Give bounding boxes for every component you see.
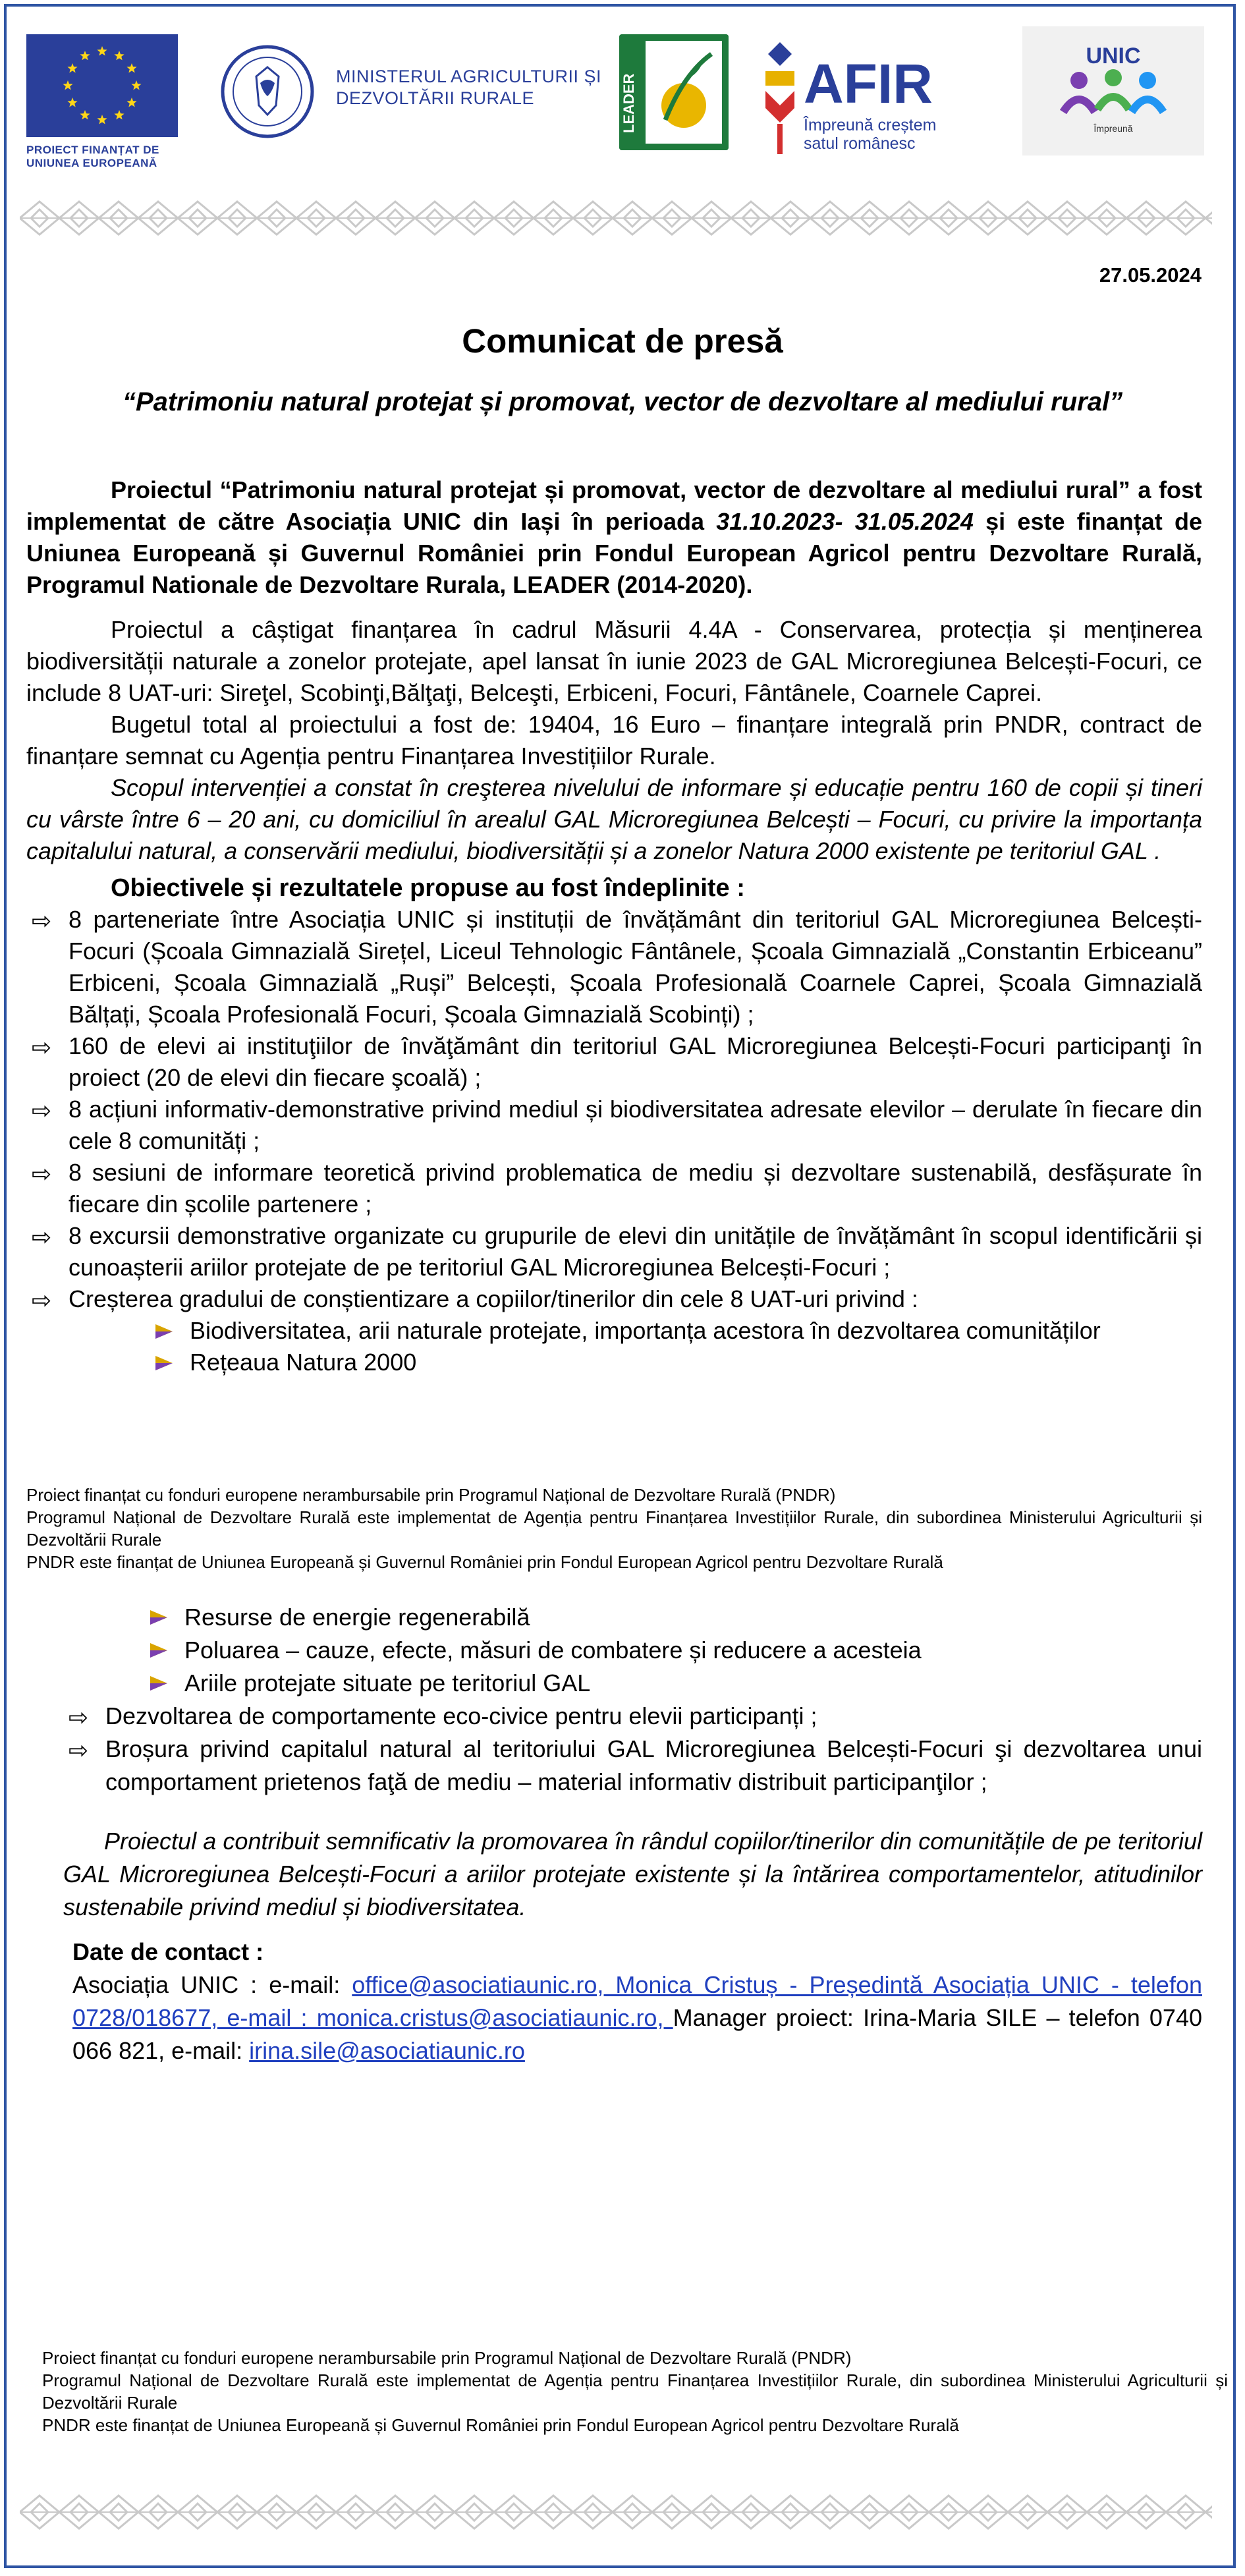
list-item (63, 1733, 1202, 1799)
bullet-triangle-icon (154, 1323, 174, 1340)
contact-email-link[interactable]: office@asociatiaunic.ro, Monica Cristuș - Președintă Asociația UNIC - telefon 0728/018677, e-mail : monica.cristus@asociatiaunic.ro, (72, 1971, 1202, 2031)
eu-funding-caption (26, 144, 184, 170)
footer-line2: Programul Național de Dezvoltare Rurală este implementat de Agenția pentru Finanțarea Investițiilor Rurale, din subordinea Ministerului Agriculturii și Dezvoltării Rurale (42, 2370, 1228, 2413)
arrow-right-icon: ⇨ (32, 1034, 52, 1061)
arrow-right-icon: ⇨ (69, 1704, 89, 1731)
afir-mark-icon (763, 42, 797, 154)
footer-line1: Proiect finanțat cu fonduri europene nerambursabile prin Programul Național de Dezvoltare Rurală (PNDR) (42, 2348, 852, 2368)
footer-line3: PNDR este finanțat de Uniunea Europeană și Guvernul României prin Fondul European Agricol pentru Dezvoltare Rurală (26, 1552, 943, 1572)
list-item (26, 1157, 1202, 1220)
list-item (26, 1283, 1202, 1315)
list-item (144, 1667, 1202, 1700)
afir-tagline-line2: satul românesc (804, 134, 916, 153)
objective-text: 8 parteneriate între Asociația UNIC și instituții de învățământ din teritoriul GAL Microregiunea Belcești-Focuri (Școala Gimnazială Sirețel, Liceul Tehnologic Fântânele, Școala Gimnazială „Constantin Erbiceanu” Erbiceni, Școala Gimnazială „Ruși” Belcești, Școala Profesională Coarnele Caprei, Școala Gimnazială Bălțați, Școala Profesională Focuri, Școala Gimnazială Scobinți) ; (69, 906, 1202, 1028)
footer-line3: PNDR este finanțat de Uniunea Europeană și Guvernul României prin Fondul European Agricol pentru Dezvoltare Rurală (42, 2415, 959, 2435)
objectives-heading: Obiectivele și rezultatele propuse au fost îndeplinite : (111, 874, 745, 902)
government-seal-icon (221, 45, 314, 138)
objectives-list-continued (63, 1700, 1202, 1799)
eu-caption-line1: PROIECT FINANȚAT DE (26, 144, 159, 156)
svg-text:Împreună: Împreună (1093, 123, 1133, 134)
contact-prefix: Asociația UNIC : e-mail: (72, 1971, 352, 1998)
leader-logo-icon (619, 34, 729, 150)
afir-tagline (804, 116, 936, 153)
objective-text: 8 acțiuni informativ-demonstrative privind mediul și biodiversitatea adresate elevilor – derulate în fiecare din cele 8 comunități ; (69, 1096, 1202, 1154)
arrow-right-icon: ⇨ (32, 1223, 52, 1250)
arrow-right-icon: ⇨ (32, 1097, 52, 1124)
intro-text-1: Proiectul “Patrimoniu natural protejat și promovat, vector de dezvoltare al mediului rural” a fost implementat de către Asociația UNIC din Iași în perioada (26, 476, 1202, 535)
scope-paragraph: Scopul intervenției a constat în creşterea nivelului de informare și educație pentru 160 de copii și tineri cu vârste între 6 – 20 ani, cu domiciliul în arealul GAL Microregiunea Belcești – Focuri, cu privire la importanța capitalului natural, a conservării mediului, biodiversității și a zonelor Natura 2000 existente pe teritoriul GAL . (26, 774, 1202, 864)
manager-email-link[interactable]: irina.sile@asociatiaunic.ro (249, 2037, 525, 2064)
objectives-list (26, 904, 1202, 1315)
arrow-right-icon: ⇨ (32, 1160, 52, 1187)
contact-heading: Date de contact : (72, 1938, 264, 1965)
objective-text: Creșterea gradului de conștientizare a copiilor/tinerilor din cele 8 UAT-uri privind : (69, 1285, 918, 1312)
document-body (26, 474, 1202, 1378)
ornament-strip-bottom (20, 2492, 1212, 2533)
list-item (26, 904, 1202, 1030)
topic-text: Resurse de energie regenerabilă (184, 1604, 530, 1631)
svg-text:UNIC: UNIC (1086, 43, 1141, 69)
funding-paragraph: Proiectul a câștigat finanțarea în cadrul Măsurii 4.4A - Conservarea, protecția și menținerea biodiversității naturale a zonelor protejate, apel lansat în iunie 2023 de GAL Microregiunea Belcești-Focuri, ce include 8 UAT-uri: Sireţel, Scobinţi,Bălţaţi, Belceşti, Erbiceni, Focuri, Fântânele, Coarnele Caprei. (26, 616, 1202, 706)
arrow-right-icon: ⇨ (32, 1287, 52, 1314)
list-item (26, 1030, 1202, 1094)
topic-text: Ariile protejate situate pe teritoriul GAL (184, 1669, 591, 1696)
unic-logo-icon (1022, 26, 1204, 155)
ornament-strip-top (20, 198, 1212, 238)
list-item (149, 1347, 1202, 1378)
list-item (144, 1601, 1202, 1634)
document-date: 27.05.2024 (1099, 264, 1202, 287)
list-item (144, 1634, 1202, 1667)
list-item (63, 1700, 1202, 1733)
contact-manager: Manager proiect: Irina-Maria SILE – telefon 0740 066 821, e-mail: (72, 2004, 1202, 2064)
page-subtitle: “Patrimoniu natural protejat și promovat, vector de dezvoltare al mediului rural” (122, 387, 1123, 416)
project-period: 31.10.2023- 31.05.2024 (716, 508, 974, 535)
list-item (26, 1220, 1202, 1283)
ministry-name (336, 66, 613, 109)
list-item (149, 1315, 1202, 1347)
conclusion-paragraph: Proiectul a contribuit semnificativ la promovarea în rândul copiilor/tinerilor din comunitățile de pe teritoriul GAL Microregiunea Belcești-Focuri a ariilor protejate existente și la întărirea comportamentelor, atitudinilor sustenabile privind mediul și biodiversitatea. (63, 1828, 1202, 1920)
ministry-line1: MINISTERUL AGRICULTURII ȘI (336, 67, 602, 86)
arrow-right-icon: ⇨ (69, 1737, 89, 1764)
topic-text: Rețeaua Natura 2000 (190, 1349, 417, 1376)
arrow-right-icon: ⇨ (32, 907, 52, 934)
objective-text: 160 de elevi ai instituţiilor de învăţământ din teritoriul GAL Microregiunea Belcești-Focuri participanţi în proiect (20 de elevi din fiecare şcoală) ; (69, 1032, 1202, 1091)
budget-paragraph: Bugetul total al proiectului a fost de: 19404, 16 Euro – finanțare integrală prin PNDR, contract de finanțare semnat cu Agenția pentru Finanțarea Investițiilor Rurale. (26, 711, 1202, 770)
afir-tagline-line1: Împreună creștem (804, 116, 937, 134)
eu-caption-line2: UNIUNEA EUROPEANĂ (26, 157, 157, 169)
intro-text-2: și este finanțat de Uniunea Europeană și Guvernul României prin Fondul European Agricol pentru Dezvoltare Rurală, Programul Nationale de Dezvoltare Rurala, LEADER (2014-2020). (26, 508, 1202, 598)
topic-text: Biodiversitatea, arii naturale protejate, importanța acestora în dezvoltarea comunităților (190, 1317, 1101, 1344)
page2-footer (42, 2347, 1228, 2436)
document-body-continued (26, 1601, 1202, 2067)
awareness-topics-list (26, 1315, 1202, 1378)
bullet-triangle-icon (154, 1355, 174, 1372)
afir-name: AFIR (804, 53, 933, 115)
bullet-triangle-icon (149, 1675, 169, 1692)
svg-text:LEADER: LEADER (621, 73, 637, 133)
objective-text: Broșura privind capitalul natural al teritoriului GAL Microregiunea Belcești-Focuri şi dezvoltarea unui comportament prietenos faţă de mediu – material informativ distribuit participanţilor ; (105, 1735, 1202, 1795)
objective-text: 8 excursii demonstrative organizate cu grupurile de elevi din unitățile de învățământ în scopul identificării și cunoașterii ariilor protejate de pe teritoriul GAL Microregiunea Belcești-Focuri ; (69, 1222, 1202, 1281)
page-title: Comunicat de presă (462, 322, 783, 360)
ministry-line2: DEZVOLTĂRII RURALE (336, 88, 535, 108)
bullet-triangle-icon (149, 1609, 169, 1626)
header-logos (26, 26, 1212, 171)
topic-text: Poluarea – cauze, efecte, măsuri de combatere și reducere a acesteia (184, 1637, 922, 1664)
contact-details (72, 1969, 1202, 2067)
footer-line2: Programul Național de Dezvoltare Rurală este implementat de Agenția pentru Finanțarea Investițiilor Rurale, din subordinea Ministerului Agriculturii și Dezvoltării Rurale (26, 1507, 1202, 1550)
footer-line1: Proiect finanțat cu fonduri europene nerambursabile prin Programul Național de Dezvoltare Rurală (PNDR) (26, 1485, 836, 1505)
intro-paragraph (26, 474, 1202, 601)
list-item (26, 1094, 1202, 1157)
page1-footer (26, 1484, 1202, 1573)
objective-text: 8 sesiuni de informare teoretică privind problematica de mediu și dezvoltare sustenabilă, desfășurate în fiecare din școlile partenere ; (69, 1159, 1202, 1218)
awareness-topics-list-continued (26, 1601, 1202, 1700)
eu-flag-icon (26, 34, 178, 137)
objective-text: Dezvoltarea de comportamente eco-civice pentru elevii participanți ; (105, 1702, 817, 1729)
bullet-triangle-icon (149, 1642, 169, 1659)
